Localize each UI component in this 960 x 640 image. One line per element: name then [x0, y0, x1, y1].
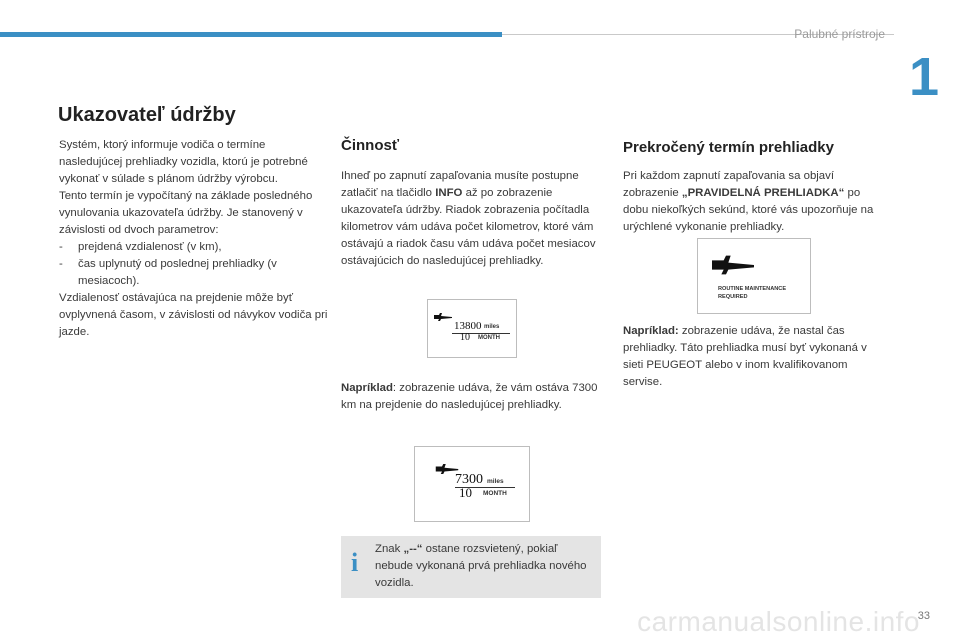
- section-label: Palubné prístroje: [794, 27, 885, 41]
- display-figure-13800: [427, 299, 517, 358]
- maintenance-message-line2: REQUIRED: [718, 294, 748, 300]
- list-item: - prejdená vzdialenosť (v km),: [59, 239, 329, 256]
- distance-value: 7300: [455, 472, 483, 487]
- maintenance-message-line1: ROUTINE MAINTENANCE: [718, 286, 787, 292]
- parameter-list: [59, 239, 329, 290]
- distance-unit: miles: [487, 478, 504, 485]
- overdue-column: [623, 137, 888, 236]
- overdue-paragraph: Pri každom zapnutí zapaľovania sa objaví zobrazenie „PRAVIDELNÁ PREHLIADKA“ po dobu niekoľkých sekúnd, ktoré vás upozorňuje na urýchlené vykonanie prehliadky.: [623, 170, 874, 233]
- wrench-icon: [434, 313, 452, 321]
- example-paragraph: Napríklad: zobrazenie udáva, že vám ostáva 7300 km na prejdenie do nasledujúcej prehliadky.: [341, 382, 598, 411]
- header-accent-bar: [0, 32, 502, 37]
- watermark: carmanualsonline.info: [637, 606, 920, 637]
- operation-paragraph: Ihneď po zapnutí zapaľovania musíte postupne zatlačiť na tlačidlo INFO až po zobrazenie ukazovateľa údržby. Riadok zobrazenia počítadla kilometrov vám udáva počet kilometrov, ktoré vám ostávajú a riadok času vám udáva počet mesiacov ostávajúcich do nasledujúcej prehliadky.: [341, 170, 596, 267]
- display-figure-maintenance: [697, 238, 811, 314]
- info-text: Znak „--“ ostane rozsvietený, pokiaľ nebude vykonaná prvá prehliadka nového vozidla.: [375, 543, 587, 589]
- wrench-icon: [712, 255, 754, 275]
- page-number: 33: [917, 610, 930, 622]
- intro-column: [59, 137, 329, 341]
- time-unit: MONTH: [483, 490, 507, 497]
- overdue-example-paragraph: Napríklad: zobrazenie udáva, že nastal čas prehliadky. Táto prehliadka musí byť vykonaná v sieti PEUGEOT alebo v inom kvalifikovanom servise.: [623, 325, 867, 388]
- list-item: - čas uplynutý od poslednej prehliadky (v mesiacoch).: [59, 256, 329, 290]
- time-value: 10: [460, 332, 470, 343]
- info-note: [341, 536, 601, 598]
- intro-paragraph-2: Tento termín je vypočítaný na základe posledného vynulovania ukazovateľa údržby. Je stanovený v závislosti od dvoch parametrov:: [59, 190, 313, 236]
- display-figure-7300: [414, 446, 530, 522]
- chapter-number: 1: [909, 47, 940, 107]
- operation-heading: Činnosť: [341, 137, 400, 154]
- page-title: Ukazovateľ údržby: [58, 104, 236, 126]
- time-unit: MONTH: [478, 335, 500, 341]
- time-value: 10: [459, 485, 472, 500]
- distance-unit: miles: [484, 324, 500, 330]
- operation-column: [341, 137, 601, 270]
- distance-value: 13800: [454, 320, 482, 332]
- intro-paragraph: Systém, ktorý informuje vodiča o termíne nasledujúcej prehliadky vozidla, ktorú je potrebné vykonať v súlade s plánom údržby výrobcu.: [59, 139, 308, 185]
- info-icon: i: [351, 548, 359, 577]
- overdue-heading: Prekročený termín prehliadky: [623, 139, 834, 156]
- intro-paragraph-3: Vzdialenosť ostávajúca na prejdenie môže byť ovplyvnená časom, v závislosti od návykov vodiča pri jazde.: [59, 292, 328, 338]
